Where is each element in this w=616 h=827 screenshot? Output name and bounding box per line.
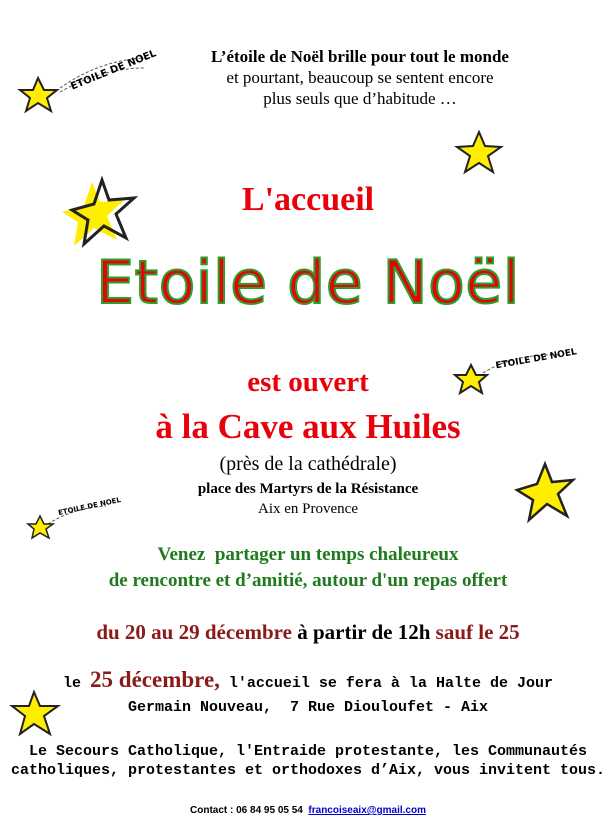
invitation-text: [0, 542, 616, 594]
christmas-prefix: le: [63, 675, 91, 692]
page-title: Etoile de Noël: [96, 248, 520, 318]
svg-text:ETOILE DE NOEL: ETOILE DE NOEL: [57, 495, 122, 518]
venue-address: place des Martyrs de la Résistance: [197, 481, 419, 497]
organizers-text: [0, 742, 616, 780]
star-icon: [455, 130, 505, 175]
intro-line-2: et pourtant, beaucoup se sentent encore: [226, 68, 494, 87]
christmas-text: l'accueil se fera à la Halte de Jour: [219, 675, 553, 692]
invitation-line-1: Venez partager un temps chaleureux: [157, 544, 459, 565]
date-range: du 20 au 29 décembre: [96, 620, 292, 644]
venue-near: (près de la cathédrale): [219, 453, 397, 475]
svg-text:ETOILE DE NOEL: ETOILE DE NOEL: [69, 48, 158, 93]
christmas-address: Germain Nouveau, 7 Rue Diouloufet - Aix: [127, 699, 489, 716]
organizers-line-2: catholiques, protestantes et orthodoxes d’Aix, vous invitent tous.: [10, 762, 606, 779]
intro-line-3: plus seuls que d’habitude …: [263, 89, 457, 108]
dates-line: [0, 620, 616, 645]
venue-city: Aix en Provence: [258, 501, 358, 517]
contact-email-link[interactable]: francoiseaix@gmail.com: [308, 805, 426, 816]
organizers-line-1: Le Secours Catholique, l'Entraide protestante, les Communautés: [28, 743, 588, 760]
christmas-date: 25 décembre,: [90, 667, 220, 692]
date-exception: sauf le 25: [435, 620, 520, 644]
contact-line: [0, 805, 616, 816]
intro-line-1: L’étoile de Noël brille pour tout le monde: [211, 47, 509, 66]
venue-name: à la Cave aux Huiles: [155, 407, 461, 446]
start-time: à partir de 12h: [291, 620, 436, 644]
svg-text:ETOILE DE NOEL: ETOILE DE NOEL: [494, 347, 578, 372]
shooting-star-logo-icon: [20, 40, 158, 120]
accueil-heading: L'accueil: [241, 181, 375, 218]
christmas-day-info: [0, 668, 616, 720]
invitation-line-2: de rencontre et d’amitié, autour d'un repas offert: [108, 570, 508, 591]
intro-text: [150, 46, 570, 109]
open-text: est ouvert: [247, 366, 369, 398]
contact-phone: Contact : 06 84 95 05 54: [190, 805, 309, 816]
